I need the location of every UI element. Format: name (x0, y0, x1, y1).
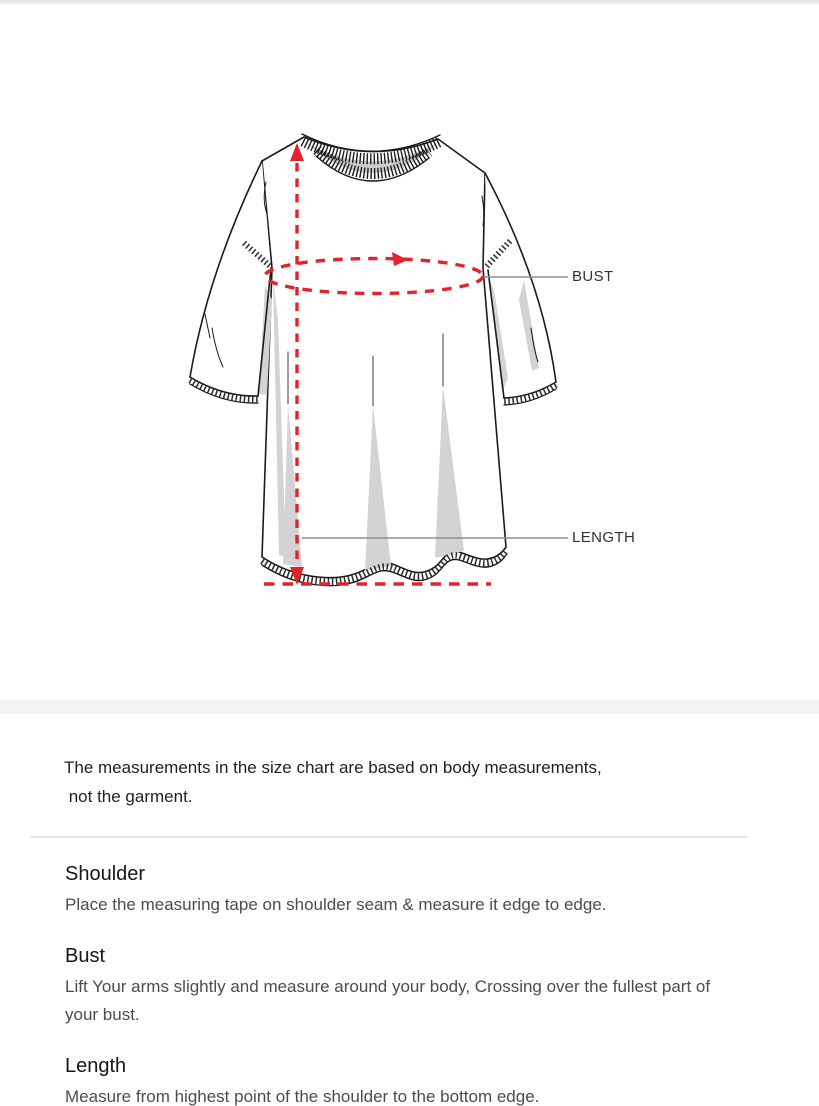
section-divider-band (0, 700, 819, 714)
note-line-1: The measurements in the size chart are based on body measurements, (64, 758, 602, 777)
left-sleeve (190, 161, 272, 403)
measurement-note (64, 753, 704, 811)
section-shoulder-description: Place the measuring tape on shoulder seam & measure it edge to edge. (65, 895, 607, 914)
section-bust-title: Bust (65, 945, 106, 967)
bust-label: BUST (572, 268, 614, 285)
section-shoulder-title: Shoulder (65, 863, 146, 885)
right-sleeve (482, 173, 556, 405)
section-bust (65, 942, 725, 1029)
section-length-title: Length (65, 1055, 127, 1077)
length-label: LENGTH (572, 529, 636, 546)
section-bust-description: Lift Your arms slightly and measure around your body, Crossing over the fullest part of your bust. (65, 977, 711, 1024)
how-to-measure-sections (65, 860, 725, 1106)
section-shoulder (65, 860, 725, 919)
section-length (65, 1052, 725, 1106)
note-line-2: not the garment. (64, 787, 193, 806)
divider-line (30, 836, 747, 838)
section-length-description: Measure from highest point of the shoulder to the bottom edge. (65, 1087, 540, 1106)
